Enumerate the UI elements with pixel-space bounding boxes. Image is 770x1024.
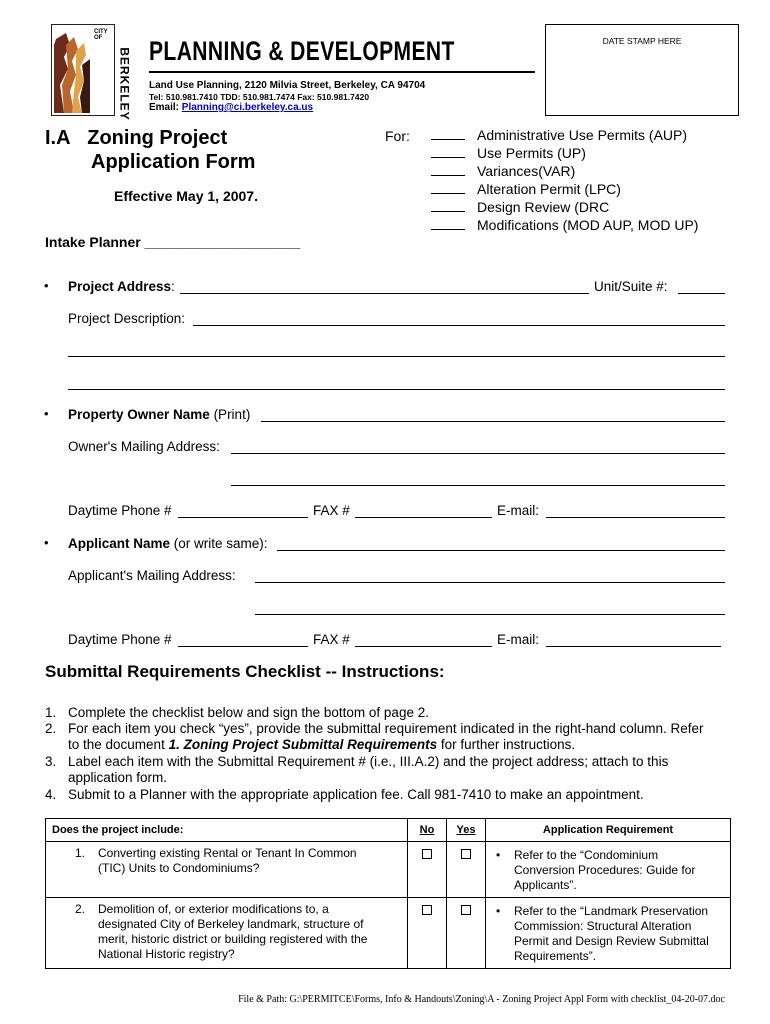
owner-fax-label: FAX #: [313, 503, 350, 518]
permit-option-var[interactable]: [431, 163, 575, 179]
permit-option-aup[interactable]: [431, 127, 687, 143]
project-description-label: Project Description:: [68, 311, 186, 326]
permit-option-mod[interactable]: [431, 217, 698, 233]
permit-label: Design Review (DRC: [477, 199, 610, 215]
applicant-phone-input[interactable]: [178, 646, 308, 647]
table-row: [46, 898, 731, 969]
applicant-name-suffix: (or write same):: [173, 536, 268, 551]
applicant-email-input[interactable]: [546, 646, 721, 647]
unit-suite-label: Unit/Suite #:: [594, 279, 668, 294]
instruction-text: to the document: [68, 737, 169, 752]
header-no-text: No: [419, 824, 435, 836]
row-requirement: • Refer to the “Condominium Conversion Procedures: Guide for Applicants”.: [486, 842, 730, 897]
yes-checkbox[interactable]: [461, 849, 471, 859]
owner-name-text: Property Owner Name: [68, 407, 210, 422]
effective-date: Effective May 1, 2007.: [114, 188, 258, 204]
instruction-num: 4.: [45, 787, 57, 802]
row-item: [46, 898, 407, 968]
owner-email-input[interactable]: [546, 517, 725, 518]
permit-option-lpc[interactable]: [431, 181, 621, 197]
yes-cell: [447, 898, 486, 969]
project-address-input[interactable]: [180, 293, 589, 294]
row-requirement-cell: [486, 898, 731, 969]
table-row: [46, 842, 731, 898]
requirements-table: [45, 818, 731, 969]
date-stamp-label: DATE STAMP HERE: [602, 36, 682, 46]
row-num: 1.: [75, 846, 86, 860]
yes-cell: [447, 842, 486, 898]
file-path-footer: File & Path: G:\PERMITCE\Forms, Info & Handouts\Zoning\A - Zoning Project Appl Form with checklist_04-20-07.doc: [238, 994, 725, 1005]
office-address: Land Use Planning, 2120 Milvia Street, Berkeley, CA 94704: [149, 80, 426, 91]
requirement-line: Commission: Structural Alteration: [514, 919, 692, 933]
instruction-text: For each item you check “yes”, provide the submittal requirement indicated in the right-hand column. Refer: [68, 721, 704, 736]
owner-mailing-input-1[interactable]: [231, 453, 725, 454]
owner-phone-input[interactable]: [178, 517, 308, 518]
owner-phone-label: Daytime Phone #: [68, 503, 172, 518]
instruction-3: [45, 754, 668, 769]
yes-checkbox[interactable]: [461, 905, 471, 915]
header-yes: [447, 819, 486, 842]
instruction-1: [45, 705, 429, 720]
owner-name-label: [68, 407, 250, 422]
permit-blank[interactable]: [431, 217, 465, 230]
no-cell: [408, 842, 447, 898]
instruction-text: Complete the checklist below and sign the bottom of page 2.: [68, 705, 429, 720]
owner-name-suffix: (Print): [213, 407, 251, 422]
checklist-heading: Submittal Requirements Checklist -- Instructions:: [45, 662, 445, 681]
row-item-line: merit, historic district or building registered with the: [98, 932, 368, 946]
row-item: [46, 842, 407, 882]
permit-blank[interactable]: [431, 127, 465, 140]
applicant-fax-label: FAX #: [313, 632, 350, 647]
instruction-text: Submit to a Planner with the appropriate application fee. Call 981-7410 to make an appointment.: [68, 787, 644, 802]
requirement-line: Conversion Procedures: Guide for: [514, 863, 696, 877]
document-reference: 1. Zoning Project Submittal Requirements: [168, 737, 438, 752]
city-logo: [51, 24, 132, 121]
bullet: •: [44, 535, 49, 550]
applicant-name-input[interactable]: [277, 550, 725, 551]
owner-email-label: E-mail:: [497, 503, 540, 518]
form-title-prefix: I.A: [45, 127, 71, 149]
instruction-num: 2.: [45, 721, 57, 736]
instruction-4: [45, 787, 644, 802]
instruction-2: [45, 721, 704, 736]
title-rule: [149, 71, 535, 73]
row-item-cell: [46, 842, 408, 898]
requirement-line: Refer to the “Landmark Preservation: [514, 904, 709, 918]
requirement-line: Requirements”.: [514, 949, 597, 963]
office-phones: Tel: 510.981.7410 TDD: 510.981.7474 Fax: 510.981.7420: [149, 92, 370, 102]
logo-berkeley: BERKELEY: [117, 47, 132, 121]
row-item-line: designated City of Berkeley landmark, structure of: [98, 917, 364, 931]
department-title: PLANNING & DEVELOPMENT: [149, 36, 455, 66]
permit-option-up[interactable]: [431, 145, 586, 161]
form-title-line2: Application Form: [91, 151, 256, 173]
instruction-3-cont: application form.: [68, 770, 168, 785]
requirement-line: Permit and Design Review Submittal: [514, 934, 709, 948]
header-question: Does the project include:: [46, 819, 408, 842]
table-header-row: [46, 819, 731, 842]
row-item-line: National Historic registry?: [98, 947, 235, 961]
logo-city-of: CITY OF: [94, 29, 108, 41]
applicant-mailing-label: Applicant's Mailing Address:: [68, 568, 236, 583]
header-no: [408, 819, 447, 842]
unit-suite-input[interactable]: [678, 293, 725, 294]
bullet: •: [44, 278, 49, 293]
instruction-num: 1.: [45, 705, 57, 720]
header-requirement: Application Requirement: [486, 819, 731, 842]
owner-name-input[interactable]: [261, 421, 725, 422]
intake-planner-field[interactable]: Intake Planner ____________________: [45, 234, 301, 250]
owner-mailing-label: Owner's Mailing Address:: [68, 439, 220, 454]
requirement-line: Refer to the “Condominium: [514, 848, 659, 862]
permit-label: Use Permits (UP): [477, 145, 586, 161]
project-address-text: Project Address: [68, 279, 172, 294]
permit-label: Modifications (MOD AUP, MOD UP): [477, 217, 699, 233]
row-item-line: Converting existing Rental or Tenant In Common: [98, 846, 357, 860]
permit-option-drc[interactable]: [431, 199, 609, 215]
applicant-email-label: E-mail:: [497, 632, 540, 647]
instruction-num: 3.: [45, 754, 57, 769]
row-item-line: (TIC) Units to Condominiums?: [98, 861, 260, 875]
permit-blank[interactable]: [431, 145, 465, 158]
project-address-label: Project Address:: [68, 279, 175, 294]
row-item-line: Demolition of, or exterior modifications to, a: [98, 902, 329, 916]
permit-blank[interactable]: [431, 199, 465, 212]
owner-fax-input[interactable]: [355, 517, 492, 518]
permit-blank[interactable]: [431, 163, 465, 176]
bullet: •: [44, 406, 49, 421]
applicant-phone-label: Daytime Phone #: [68, 632, 172, 647]
row-requirement: • Refer to the “Landmark Preservation Commission: Structural Alteration Permit and Design Review Submittal Requirements”.: [486, 898, 730, 968]
project-description-input-2[interactable]: [68, 356, 725, 357]
form-title-text1: Zoning Project: [87, 127, 228, 149]
permit-label: Variances(VAR): [477, 163, 576, 179]
instruction-text: for further instructions.: [437, 737, 576, 752]
form-title-line1: [45, 127, 227, 150]
applicant-mailing-input-2[interactable]: [255, 614, 725, 615]
permit-label: Administrative Use Permits (AUP): [477, 127, 688, 143]
row-num: 2.: [75, 902, 86, 916]
row-item-cell: [46, 898, 408, 969]
applicant-fax-input[interactable]: [355, 646, 492, 647]
header-yes-text: Yes: [456, 824, 476, 836]
email-label: Email:: [149, 102, 180, 113]
applicant-name-label: [68, 536, 268, 551]
office-email-line: [149, 102, 313, 113]
no-checkbox[interactable]: [422, 905, 432, 915]
owner-mailing-input-2[interactable]: [231, 485, 725, 486]
instruction-text: Label each item with the Submittal Requirement # (i.e., III.A.2) and the project address; attach to this: [68, 754, 669, 769]
permit-blank[interactable]: [431, 181, 465, 194]
row-requirement-cell: [486, 842, 731, 898]
no-checkbox[interactable]: [422, 849, 432, 859]
permit-label: Alteration Permit (LPC): [477, 181, 621, 197]
applicant-mailing-input-1[interactable]: [255, 582, 725, 583]
instruction-2-cont: [68, 737, 575, 752]
applicant-name-text: Applicant Name: [68, 536, 171, 551]
project-description-input-1[interactable]: [193, 325, 725, 326]
project-description-input-3[interactable]: [68, 389, 725, 390]
requirement-line: Applicants”.: [514, 878, 577, 892]
no-cell: [408, 898, 447, 969]
for-label: For:: [385, 128, 410, 144]
email-link[interactable]: Planning@ci.berkeley.ca.us: [181, 102, 314, 113]
